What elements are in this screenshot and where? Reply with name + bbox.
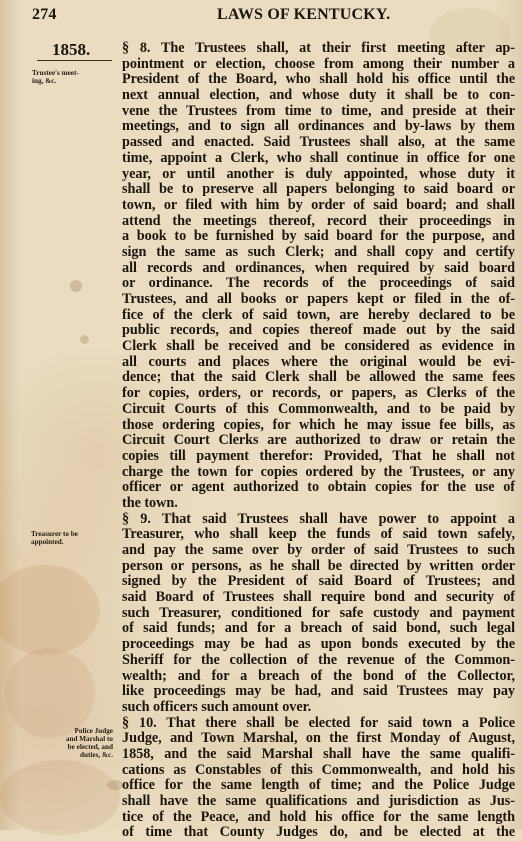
text-line: Circuit Court Clerks are authorized to draw or retain the	[122, 432, 515, 449]
text-line: of time that County Judges do, and be elected at the	[122, 824, 515, 841]
text-line: office for the same length of time; and the Police Judge	[122, 777, 515, 794]
text-line: § 10. That there shall be elected for said town a Police	[122, 714, 515, 731]
text-line: Circuit Courts of this Commonwealth, and to be paid by	[122, 400, 515, 417]
text-line: or ordinance. The records of the proceedings of said	[122, 275, 515, 292]
margin-year: 1858.	[52, 40, 91, 59]
text-line: 1858, and the said Marshal shall have the same qualifi-	[122, 745, 515, 762]
foxing-spot	[80, 335, 89, 344]
text-line: § 9. That said Trustees shall have power to appoint a	[122, 510, 515, 527]
text-line: dence; that the said Clerk shall be allowed the same fees	[122, 369, 515, 386]
text-line: next annual election, and whose duty it shall be to con-	[122, 87, 515, 104]
text-line: all courts and places where the original would be evi-	[122, 353, 515, 370]
statute-text	[122, 41, 515, 841]
text-line: such Treasurer, conditioned for safe custody and payment	[122, 604, 515, 621]
page-header	[32, 6, 512, 26]
text-line: town, or filed with him by order of said board; and shall	[122, 196, 515, 213]
text-line: shall be to preserve all papers belonging to said board or	[122, 181, 515, 198]
text-line: signed by the President of said Board of Trustees; and	[122, 573, 515, 590]
text-line: those ordering copies, for which he may issue fee bills, as	[122, 416, 515, 433]
text-line: § 8. The Trustees shall, at their first meeting after ap-	[122, 40, 515, 56]
text-line: cations as Constables of this Commonwealth, and hold his	[122, 761, 515, 778]
text-line: the town.	[122, 494, 178, 511]
text-line: Judge, and Town Marshal, on the first Monday of August,	[122, 730, 515, 747]
margin-note-treasurer: Treasurer to be appointed.	[31, 530, 78, 546]
age-stain	[5, 648, 95, 738]
text-line: year, or until another is duly appointed, whose duty it	[122, 165, 515, 182]
text-line: like proceedings may be had, and said Trustees may pay	[122, 683, 515, 700]
text-line: Treasurer, who shall keep the funds of said town safely,	[122, 526, 515, 543]
margin-note-trustees-meeting: Trustee's meet- ing, &c.	[32, 69, 79, 85]
text-line: attend the meetings thereof, record their proceedings in	[122, 212, 515, 229]
text-line: a book to be furnished by said board for the purpose, and	[122, 228, 515, 245]
text-line: charge the town for copies ordered by the Trustees, or any	[122, 463, 515, 480]
text-line: President of the Board, who shall hold his office until the	[122, 71, 515, 88]
text-line: public records, and copies thereof made out by the said	[122, 322, 515, 339]
text-line: Trustees, and all books or papers kept or filed in the of-	[122, 291, 515, 307]
text-line: of said funds; and for a breach of said bond, such legal	[122, 620, 515, 637]
text-line: tice of the Peace, and hold his office for the same length	[122, 808, 515, 825]
text-line: shall have the same qualifications and jurisdiction as Jus-	[122, 793, 515, 809]
text-line: said Board of Trustees shall require bond and security of	[122, 589, 515, 606]
text-line: meetings, and to sign all ordinances and by-laws by them	[122, 118, 515, 135]
text-line: passed and enacted. Said Trustees shall also, at the same	[122, 134, 515, 151]
text-line: time, appoint a Clerk, who shall continue in office for one	[122, 149, 515, 166]
text-line: person or persons, as he shall be directed by written order	[122, 557, 515, 574]
text-line: and pay the same over by order of said Trustees to such	[122, 542, 515, 558]
page-number: 274	[32, 6, 57, 23]
text-line: fice of the clerk of said town, are hereby declared to be	[122, 306, 515, 323]
year-divider	[37, 60, 112, 61]
text-line: vene the Trustees from time to time, and preside at their	[122, 102, 515, 119]
foxing-spot	[107, 780, 123, 790]
age-stain	[0, 760, 120, 835]
running-title: LAWS OF KENTUCKY.	[217, 6, 391, 23]
age-stain	[0, 565, 100, 655]
text-line: Clerk shall be received and be considered as evidence in	[122, 338, 515, 355]
text-line: all records and ordinances, when required by said board	[122, 259, 515, 276]
foxing-spot	[70, 280, 82, 292]
margin-note-police-judge: Police Judge and Marshal to be elected, and duties, &c.	[65, 727, 113, 759]
text-line: pointment or election, choose from among their number a	[122, 55, 515, 72]
text-line: copies till payment therefor: Provided, That he shall not	[122, 447, 515, 464]
text-line: for copies, orders, or records, or papers, as Clerks of the	[122, 385, 515, 402]
text-line: officer or agent authorized to obtain copies for the use of	[122, 479, 515, 496]
text-line: proceedings may be had as upon bonds executed by the	[122, 636, 515, 653]
text-line: wealth; and for a breach of the bond of the Collector,	[122, 667, 515, 684]
text-line: sign the same as such Clerk; and shall copy and certify	[122, 243, 515, 260]
text-line: Sheriff for the collection of the revenue of the Common-	[122, 651, 515, 668]
text-line: such officers such amount over.	[122, 698, 312, 715]
